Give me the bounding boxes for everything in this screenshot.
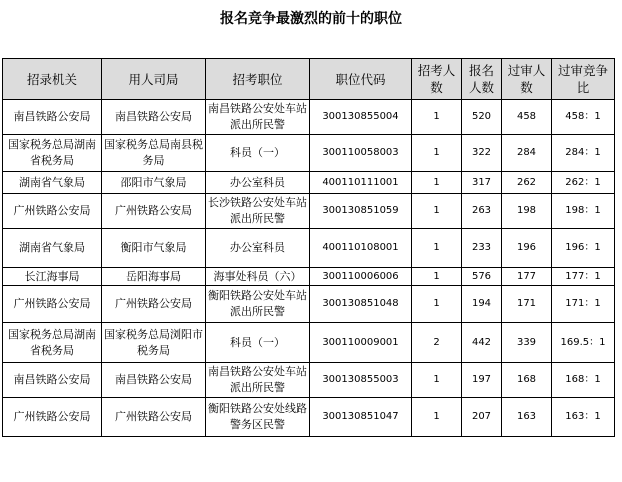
cell-quota: 1 (412, 229, 462, 268)
cell-code: 300130851048 (310, 286, 412, 323)
cell-ratio: 284：1 (552, 135, 615, 172)
cell-dept: 广州铁路公安局 (102, 286, 206, 323)
header-passed: 过审人数 (502, 59, 552, 100)
cell-position: 海事处科员（六） (206, 268, 310, 286)
cell-passed: 163 (502, 398, 552, 437)
header-dept: 用人司局 (102, 59, 206, 100)
cell-position: 科员（一） (206, 323, 310, 363)
table-row (3, 100, 615, 135)
cell-dept: 邵阳市气象局 (102, 172, 206, 194)
cell-ratio: 169.5：1 (552, 323, 615, 363)
table-header-row (3, 59, 615, 100)
cell-org: 南昌铁路公安局 (3, 100, 102, 135)
cell-org: 广州铁路公安局 (3, 286, 102, 323)
cell-ratio: 262：1 (552, 172, 615, 194)
table-row (3, 363, 615, 398)
cell-quota: 1 (412, 268, 462, 286)
cell-passed: 262 (502, 172, 552, 194)
table-row (3, 286, 615, 323)
cell-code: 400110111001 (310, 172, 412, 194)
cell-ratio: 177：1 (552, 268, 615, 286)
table-row (3, 229, 615, 268)
competition-table (2, 58, 615, 437)
table-row (3, 194, 615, 229)
cell-position: 科员（一） (206, 135, 310, 172)
cell-applied: 317 (462, 172, 502, 194)
cell-passed: 177 (502, 268, 552, 286)
table-row (3, 172, 615, 194)
cell-position: 办公室科员 (206, 172, 310, 194)
cell-org: 国家税务总局湖南省税务局 (3, 323, 102, 363)
table-row (3, 135, 615, 172)
cell-quota: 1 (412, 172, 462, 194)
cell-applied: 233 (462, 229, 502, 268)
cell-ratio: 458：1 (552, 100, 615, 135)
cell-dept: 岳阳海事局 (102, 268, 206, 286)
cell-org: 湖南省气象局 (3, 229, 102, 268)
cell-quota: 1 (412, 398, 462, 437)
header-position: 招考职位 (206, 59, 310, 100)
table-row (3, 398, 615, 437)
cell-code: 400110108001 (310, 229, 412, 268)
cell-ratio: 168：1 (552, 363, 615, 398)
cell-applied: 194 (462, 286, 502, 323)
cell-applied: 263 (462, 194, 502, 229)
cell-passed: 339 (502, 323, 552, 363)
cell-quota: 1 (412, 194, 462, 229)
cell-quota: 1 (412, 286, 462, 323)
cell-dept: 衡阳市气象局 (102, 229, 206, 268)
cell-applied: 322 (462, 135, 502, 172)
cell-ratio: 196：1 (552, 229, 615, 268)
cell-applied: 197 (462, 363, 502, 398)
cell-applied: 442 (462, 323, 502, 363)
cell-code: 300130855004 (310, 100, 412, 135)
cell-position: 衡阳铁路公安处车站派出所民警 (206, 286, 310, 323)
header-ratio: 过审竞争比 (552, 59, 615, 100)
cell-applied: 207 (462, 398, 502, 437)
cell-position: 办公室科员 (206, 229, 310, 268)
cell-passed: 168 (502, 363, 552, 398)
cell-dept: 南昌铁路公安局 (102, 363, 206, 398)
table-row (3, 323, 615, 363)
cell-quota: 1 (412, 135, 462, 172)
cell-code: 300110009001 (310, 323, 412, 363)
cell-code: 300130855003 (310, 363, 412, 398)
cell-org: 湖南省气象局 (3, 172, 102, 194)
header-org: 招录机关 (3, 59, 102, 100)
cell-quota: 2 (412, 323, 462, 363)
cell-org: 南昌铁路公安局 (3, 363, 102, 398)
cell-ratio: 198：1 (552, 194, 615, 229)
cell-dept: 南昌铁路公安局 (102, 100, 206, 135)
cell-quota: 1 (412, 100, 462, 135)
cell-code: 300110058003 (310, 135, 412, 172)
cell-org: 广州铁路公安局 (3, 194, 102, 229)
cell-code: 300110006006 (310, 268, 412, 286)
cell-dept: 广州铁路公安局 (102, 398, 206, 437)
cell-passed: 284 (502, 135, 552, 172)
cell-passed: 171 (502, 286, 552, 323)
cell-applied: 576 (462, 268, 502, 286)
cell-position: 南昌铁路公安处车站派出所民警 (206, 363, 310, 398)
cell-code: 300130851047 (310, 398, 412, 437)
cell-passed: 198 (502, 194, 552, 229)
cell-org: 广州铁路公安局 (3, 398, 102, 437)
cell-applied: 520 (462, 100, 502, 135)
cell-dept: 国家税务总局浏阳市税务局 (102, 323, 206, 363)
cell-org: 长江海事局 (3, 268, 102, 286)
cell-position: 衡阳铁路公安处线路警务区民警 (206, 398, 310, 437)
cell-ratio: 171：1 (552, 286, 615, 323)
cell-ratio: 163：1 (552, 398, 615, 437)
cell-passed: 196 (502, 229, 552, 268)
cell-position: 长沙铁路公安处车站派出所民警 (206, 194, 310, 229)
cell-dept: 广州铁路公安局 (102, 194, 206, 229)
cell-quota: 1 (412, 363, 462, 398)
table-row (3, 268, 615, 286)
page-title: 报名竞争最激烈的前十的职位 (220, 11, 402, 27)
header-quota: 招考人数 (412, 59, 462, 100)
header-code: 职位代码 (310, 59, 412, 100)
cell-dept: 国家税务总局南县税务局 (102, 135, 206, 172)
header-applied: 报名人数 (462, 59, 502, 100)
cell-org: 国家税务总局湖南省税务局 (3, 135, 102, 172)
cell-position: 南昌铁路公安处车站派出所民警 (206, 100, 310, 135)
cell-passed: 458 (502, 100, 552, 135)
cell-code: 300130851059 (310, 194, 412, 229)
